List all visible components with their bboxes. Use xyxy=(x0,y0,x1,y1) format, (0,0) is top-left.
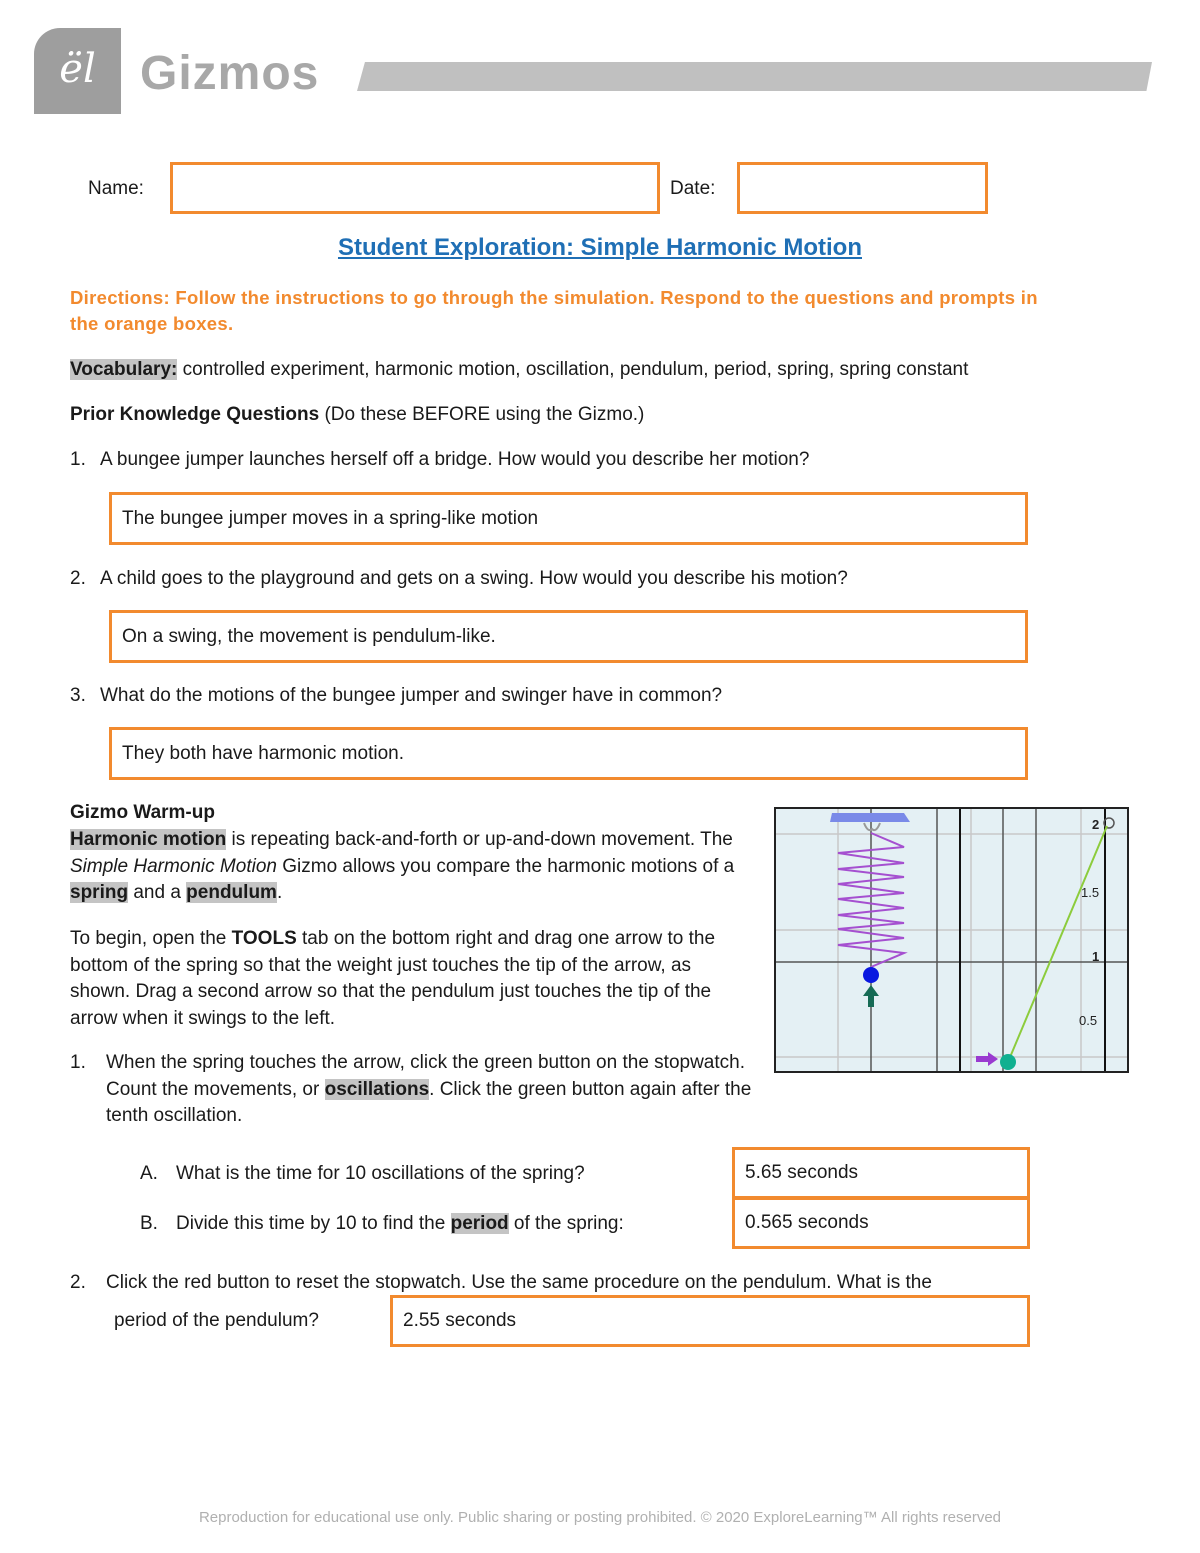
warmup-question-2-continued: period of the pendulum? xyxy=(114,1310,319,1331)
directions: Directions: Follow the instructions to go through the simulation. Respond to the questions and prompts in the orange boxes. xyxy=(70,287,1038,334)
copyright-footer: Reproduction for educational use only. Public sharing or posting prohibited. © 2020 ExploreLearning™ All rights reserved xyxy=(198,1509,1002,1526)
warmup-question-1: 1. When the spring touches the arrow, click the green button on the stopwatch. Count the movements, or oscillations. Click the green button again after the tenth oscillation. xyxy=(70,1052,752,1126)
warmup-question-2: 2. Click the red button to reset the stopwatch. Use the same procedure on the pendulum. What is the xyxy=(70,1272,932,1293)
sub-question-b: B. Divide this time by 10 to find the period of the spring: xyxy=(140,1213,624,1234)
vocabulary-label: Vocabulary: xyxy=(70,359,178,380)
pendulum-bob-icon xyxy=(1000,1054,1016,1070)
warmup-heading: Gizmo Warm-up xyxy=(70,802,215,823)
svg-text:1: 1 xyxy=(1092,949,1100,964)
arrow-right-icon xyxy=(976,1052,998,1066)
spring-weight-icon xyxy=(863,967,879,983)
name-field[interactable] xyxy=(170,162,660,214)
answer-box-2[interactable]: On a swing, the movement is pendulum-like. xyxy=(109,610,1028,663)
brand-name: Gizmos xyxy=(140,47,320,100)
answer-box-1[interactable]: The bungee jumper moves in a spring-like motion xyxy=(109,492,1028,545)
simulation-screenshot xyxy=(774,807,1129,1073)
page-title: Student Exploration: Simple Harmonic Motion xyxy=(337,234,862,261)
warmup-paragraph-1: Harmonic motion is repeating back-and-forth or up-and-down movement. The Simple Harmonic Motion Gizmo allows you compare the harmonic motions of a spring and a pendulum. xyxy=(70,829,735,903)
question-1: 1. A bungee jumper launches herself off a bridge. How would you describe her motion? xyxy=(70,449,810,470)
name-label: Name: xyxy=(88,178,144,199)
vocabulary-terms: controlled experiment, harmonic motion, oscillation, pendulum, period, spring, spring constant xyxy=(182,359,969,380)
answer-box-spring-time[interactable]: 5.65 seconds xyxy=(732,1147,1030,1199)
logo-glyph: ël xyxy=(59,46,96,92)
question-3: 3. What do the motions of the bungee jumper and swinger have in common? xyxy=(70,685,723,706)
answer-box-spring-period[interactable]: 0.565 seconds xyxy=(732,1197,1030,1249)
sub-question-a: A. What is the time for 10 oscillations of the spring? xyxy=(140,1163,585,1184)
date-label: Date: xyxy=(670,178,716,199)
svg-text:1.5: 1.5 xyxy=(1081,885,1100,900)
spring-mount-icon xyxy=(830,813,910,822)
date-field[interactable] xyxy=(737,162,988,214)
prior-knowledge-heading: Prior Knowledge Questions (Do these BEFORE using the Gizmo.) xyxy=(70,404,645,425)
vocabulary xyxy=(70,357,1150,384)
arrow-up-icon xyxy=(863,985,879,1007)
question-2: 2. A child goes to the playground and gets on a swing. How would you describe his motion? xyxy=(70,568,848,589)
answer-box-3[interactable]: They both have harmonic motion. xyxy=(109,727,1028,780)
svg-text:0.5: 0.5 xyxy=(1079,1013,1098,1028)
answer-box-pendulum-period[interactable]: 2.55 seconds xyxy=(390,1295,1030,1347)
warmup-paragraph-2: To begin, open the TOOLS tab on the bottom right and drag one arrow to the bottom of the spring so that the weight just touches the tip of the arrow, as shown. Drag a second arrow so that the pendulum just touches the tip of the arrow when it swings to the left. xyxy=(70,928,716,1029)
svg-text:2: 2 xyxy=(1092,817,1100,832)
spring-pendulum-diagram xyxy=(776,809,1129,1073)
header-bar xyxy=(357,62,1152,91)
